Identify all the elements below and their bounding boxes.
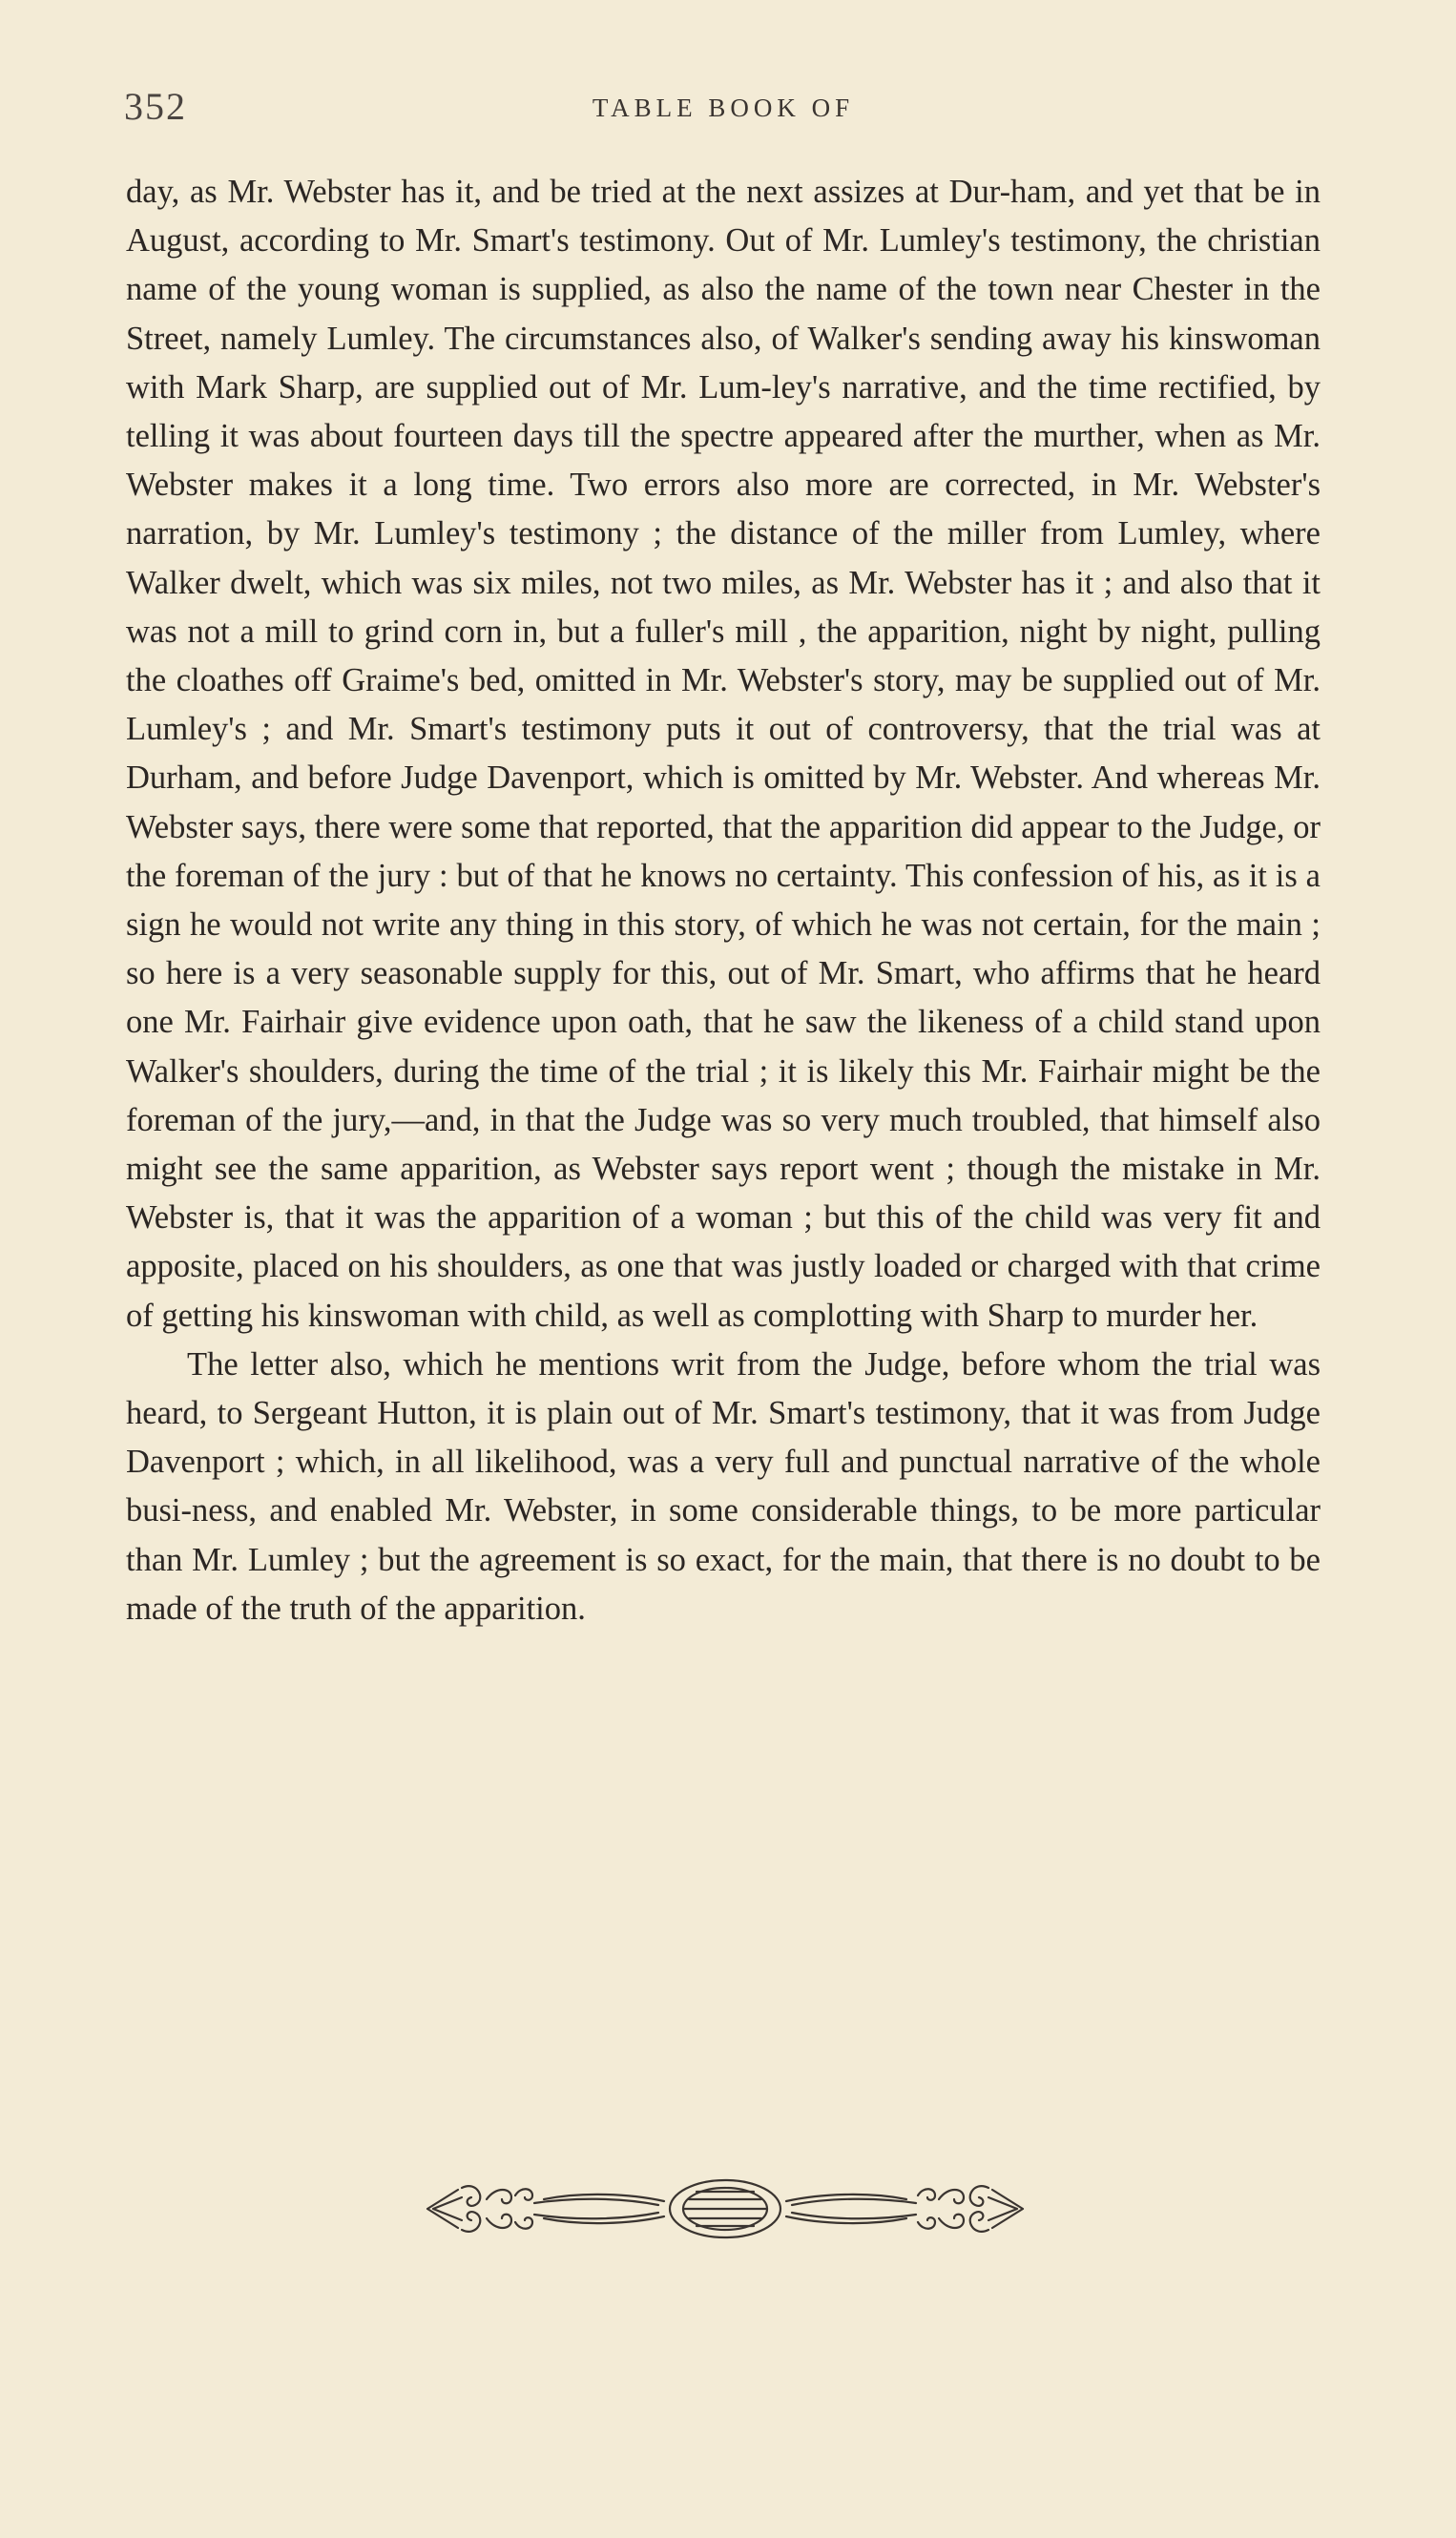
running-head: TABLE BOOK OF [592, 94, 855, 122]
decorative-tailpiece-icon [420, 2171, 1030, 2247]
page-header [124, 84, 1322, 141]
paragraph-1: day, as Mr. Webster has it, and be tried at the next assizes at Dur-ham, and yet that be in August, according to Mr. Smart's testimony. Out of Mr. Lumley's testimony, the christian name of the young woman is supplied, as also the name of the town near Chester in the Street, namely Lumley. The circumstances also, of Walker's sending away his kinswoman with Mark Sharp, are supplied out of Mr. Lum-ley's narrative, and the time rectified, by telling it was about fourteen days till the spectre appeared after the murther, when as Mr. Webster makes it a long time. Two errors also more are corrected, in Mr. Webster's narration, by Mr. Lumley's testimony ; the distance of the miller from Lumley, where Walker dwelt, which was six miles, not two miles, as Mr. Webster has it ; and also that it was not a mill to grind corn in, but a fuller's mill , the apparition, night by night, pulling the cloathes off Graime's bed, omitted in Mr. Webster's story, may be supplied out of Mr. Lumley's ; and Mr. Smart's testimony puts it out of controversy, that the trial was at Durham, and before Judge Davenport, which is omitted by Mr. Webster. And whereas Mr. Webster says, there were some that reported, that the apparition did appear to the Judge, or the foreman of the jury : but of that he knows no certainty. This confession of his, as it is a sign he would not write any thing in this story, of which he was not certain, for the main ; so here is a very seasonable supply for this, out of Mr. Smart, who affirms that he heard one Mr. Fairhair give evidence upon oath, that he saw the likeness of a child stand upon Walker's shoulders, during the time of the trial ; it is likely this Mr. Fairhair might be the foreman of the jury,—and, in that the Judge was so very much troubled, that himself also might see the same apparition, as Webster says report went ; though the mistake in Mr. Webster is, that it was the apparition of a woman ; but this of the child was very fit and apposite, placed on his shoulders, as one that was justly loaded or charged with that crime of getting his kinswoman with child, as well as complotting with Sharp to murder her. [126, 174, 1321, 1334]
paragraph-2: The letter also, which he mentions writ from the Judge, before whom the trial was heard, to Sergeant Hutton, it is plain out of Mr. Smart's testimony, that it was from Judge Davenport ; which, in all likelihood, was a very full and punctual narrative of the whole busi-ness, and enabled Mr. Webster, in some considerable things, to be more particular than Mr. Lumley ; but the agreement is so exact, for the main, that there is no doubt to be made of the truth of the apparition. [126, 1345, 1321, 1627]
page-number: 352 [124, 85, 187, 128]
body-text [126, 168, 1321, 1633]
